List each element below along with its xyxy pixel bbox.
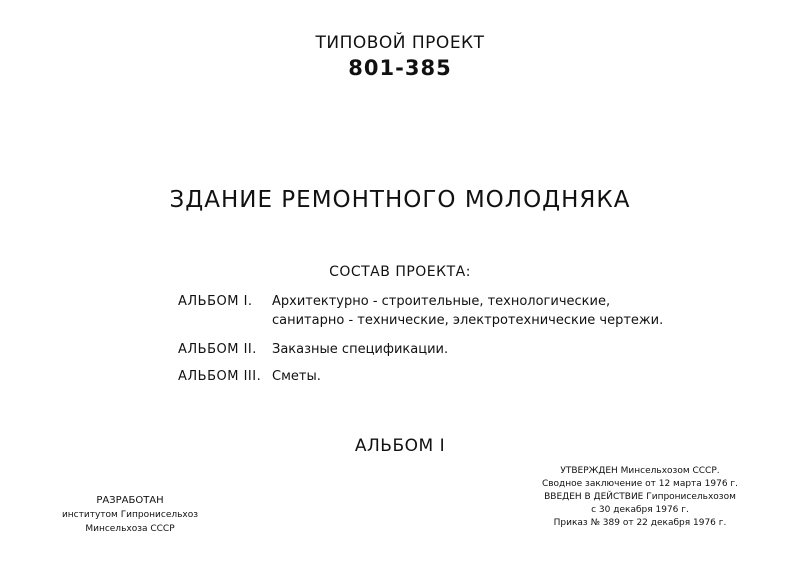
album-1-description-line-2: санитарно - технические, электротехнические чертежи. [272,313,664,328]
project-number: 801-385 [348,56,452,80]
approval-enacted: ВВЕДЕН В ДЕЙСТВИЕ Гипронисельхозом [544,492,736,502]
album-2-label: АЛЬБОМ II. [178,342,257,357]
approval-block [530,465,750,530]
album-2-description: Заказные спецификации. [272,342,449,357]
approval-enacted-date: с 30 декабря 1976 г. [591,505,689,515]
approval-approved: УТВЕРЖДЕН Минсельхозом СССР. [560,466,720,476]
album-3-label: АЛЬБОМ III. [178,369,262,384]
developer-heading: РАЗРАБОТАН [96,495,164,506]
album-1-label: АЛЬБОМ I. [178,294,253,309]
developer-block [40,494,220,536]
project-series-label: ТИПОВОЙ ПРОЕКТ [315,33,485,53]
album-3-description: Сметы. [272,369,321,384]
current-album-title: АЛЬБОМ I [354,436,446,456]
developer-institute: институтом Гипронисельхоз [61,510,199,520]
approval-order: Приказ № 389 от 22 декабря 1976 г. [553,518,727,528]
album-1-description-line-1: Архитектурно - строительные, технологические, [272,294,611,309]
approval-conclusion: Сводное заключение от 12 марта 1976 г. [541,479,739,489]
building-title: ЗДАНИЕ РЕМОНТНОГО МОЛОДНЯКА [169,187,631,213]
composition-heading: СОСТАВ ПРОЕКТА: [329,264,471,280]
developer-ministry: Минсельхоза СССР [85,524,175,534]
